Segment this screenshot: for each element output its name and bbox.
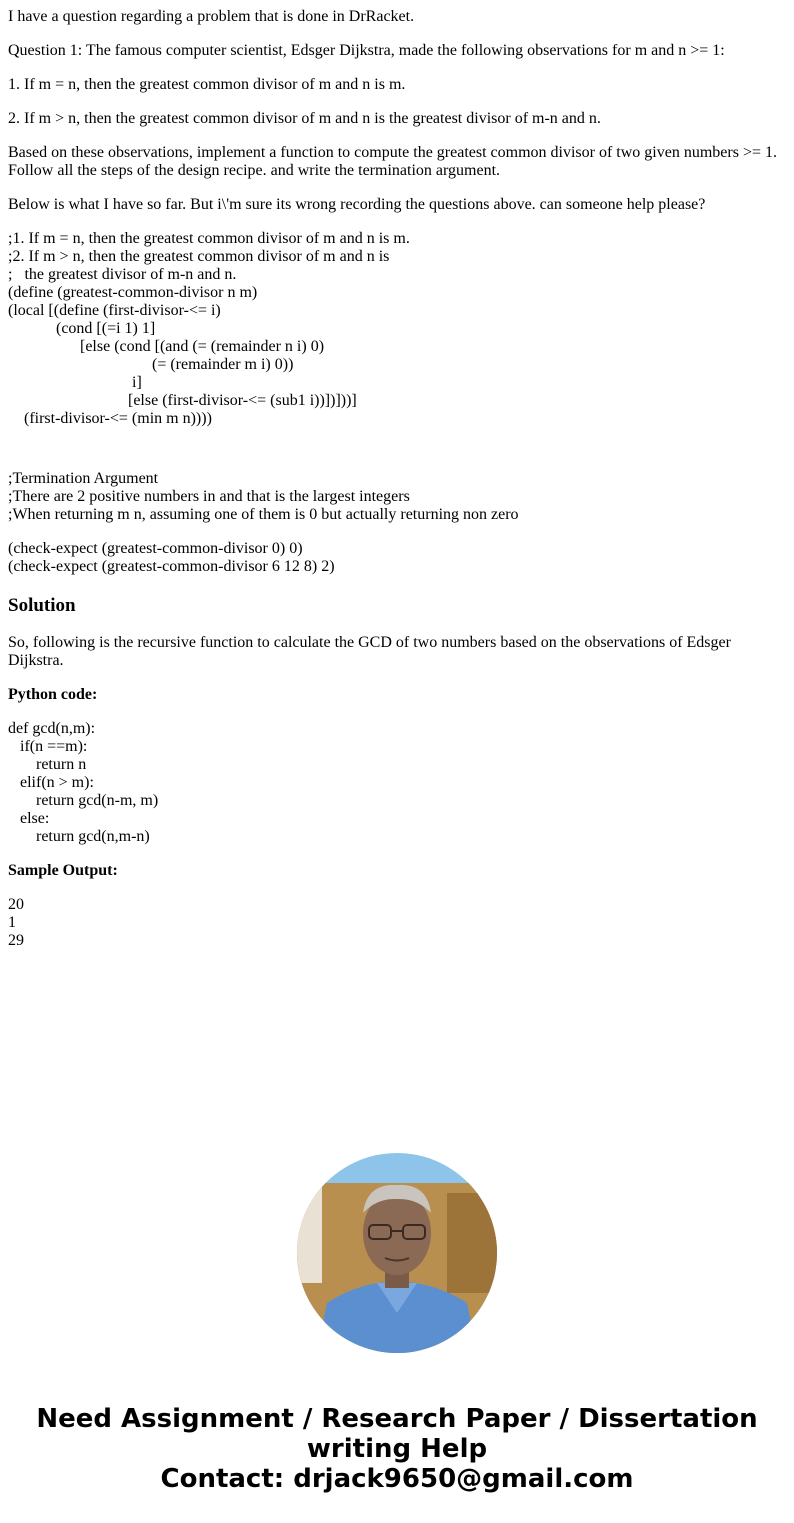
output-label: Sample Output:	[8, 862, 118, 879]
question-1-text: Question 1: The famous computer scientist, Edsger Dijkstra, made the following observations for m and n >= 1:	[8, 42, 725, 59]
code-line: (= (remainder m i) 0))	[8, 356, 294, 373]
output-label-para	[8, 862, 786, 880]
sample-output-block	[8, 896, 786, 950]
termination-line: ;Termination Argument	[8, 470, 159, 487]
document-body	[8, 0, 786, 966]
termination-line: ;There are 2 positive numbers in and that is the largest integers	[8, 488, 410, 505]
code-line: [else (first-divisor-<= (sub1 i))])]))]	[8, 392, 357, 409]
python-line: if(n ==m):	[8, 738, 88, 755]
code-line: (define (greatest-common-divisor n m)	[8, 284, 258, 301]
task-line-2: Follow all the steps of the design recipe. and write the termination argument.	[8, 162, 501, 179]
observation-2: 2. If m > n, then the greatest common divisor of m and n is the greatest divisor of m-n and n.	[8, 110, 601, 127]
python-line: return n	[8, 756, 87, 773]
promo-line-2: writing Help	[306, 1434, 488, 1464]
python-line: return gcd(n,m-n)	[8, 828, 150, 845]
termination-line: ;When returning m n, assuming one of them is 0 but actually returning non zero	[8, 506, 519, 523]
check-line: (check-expect (greatest-common-divisor 6 12 8) 2)	[8, 558, 335, 575]
output-line: 29	[8, 932, 24, 949]
intro-text: I have a question regarding a problem that is done in DrRacket.	[8, 8, 415, 25]
python-line: def gcd(n,m):	[8, 720, 96, 737]
output-line: 20	[8, 896, 24, 913]
solution-intro: So, following is the recursive function to calculate the GCD of two numbers based on the observations of Edsger Dijkstra.	[8, 634, 731, 669]
portrait-illustration	[297, 1153, 497, 1353]
termination-block	[8, 470, 786, 524]
racket-code-block	[8, 230, 786, 428]
output-line: 1	[8, 914, 16, 931]
code-line: ;1. If m = n, then the greatest common divisor of m and n is m.	[8, 230, 410, 247]
python-line: else:	[8, 810, 50, 827]
python-label-para	[8, 686, 786, 704]
code-line: ;2. If m > n, then the greatest common divisor of m and n is	[8, 248, 390, 265]
code-line: [else (cond [(and (= (remainder n i) 0)	[8, 338, 325, 355]
task-line-1: Based on these observations, implement a function to compute the greatest common divisor of two given numbers >= 1.	[8, 144, 777, 161]
code-line: i]	[8, 374, 142, 391]
code-line: (first-divisor-<= (min m n))))	[8, 410, 212, 427]
below-text: Below is what I have so far. But i\'m sure its wrong recording the questions above. can someone help please?	[8, 196, 706, 213]
author-photo	[297, 1153, 497, 1353]
code-line: (local [(define (first-divisor-<= i)	[8, 302, 221, 319]
check-line: (check-expect (greatest-common-divisor 0) 0)	[8, 540, 303, 557]
task-text	[8, 144, 786, 180]
solution-heading: Solution	[8, 595, 76, 616]
observation-1: 1. If m = n, then the greatest common divisor of m and n is m.	[8, 76, 406, 93]
python-label: Python code:	[8, 686, 98, 703]
promo-banner	[0, 1404, 794, 1494]
python-line: return gcd(n-m, m)	[8, 792, 159, 809]
promo-contact: Contact: drjack9650@gmail.com	[160, 1464, 634, 1494]
code-line: (cond [(=i 1) 1]	[8, 320, 156, 337]
code-line: ; the greatest divisor of m-n and n.	[8, 266, 237, 283]
python-code-block	[8, 720, 786, 846]
check-expect-block	[8, 540, 786, 576]
promo-line-1: Need Assignment / Research Paper / Dissertation	[36, 1404, 758, 1434]
python-line: elif(n > m):	[8, 774, 94, 791]
